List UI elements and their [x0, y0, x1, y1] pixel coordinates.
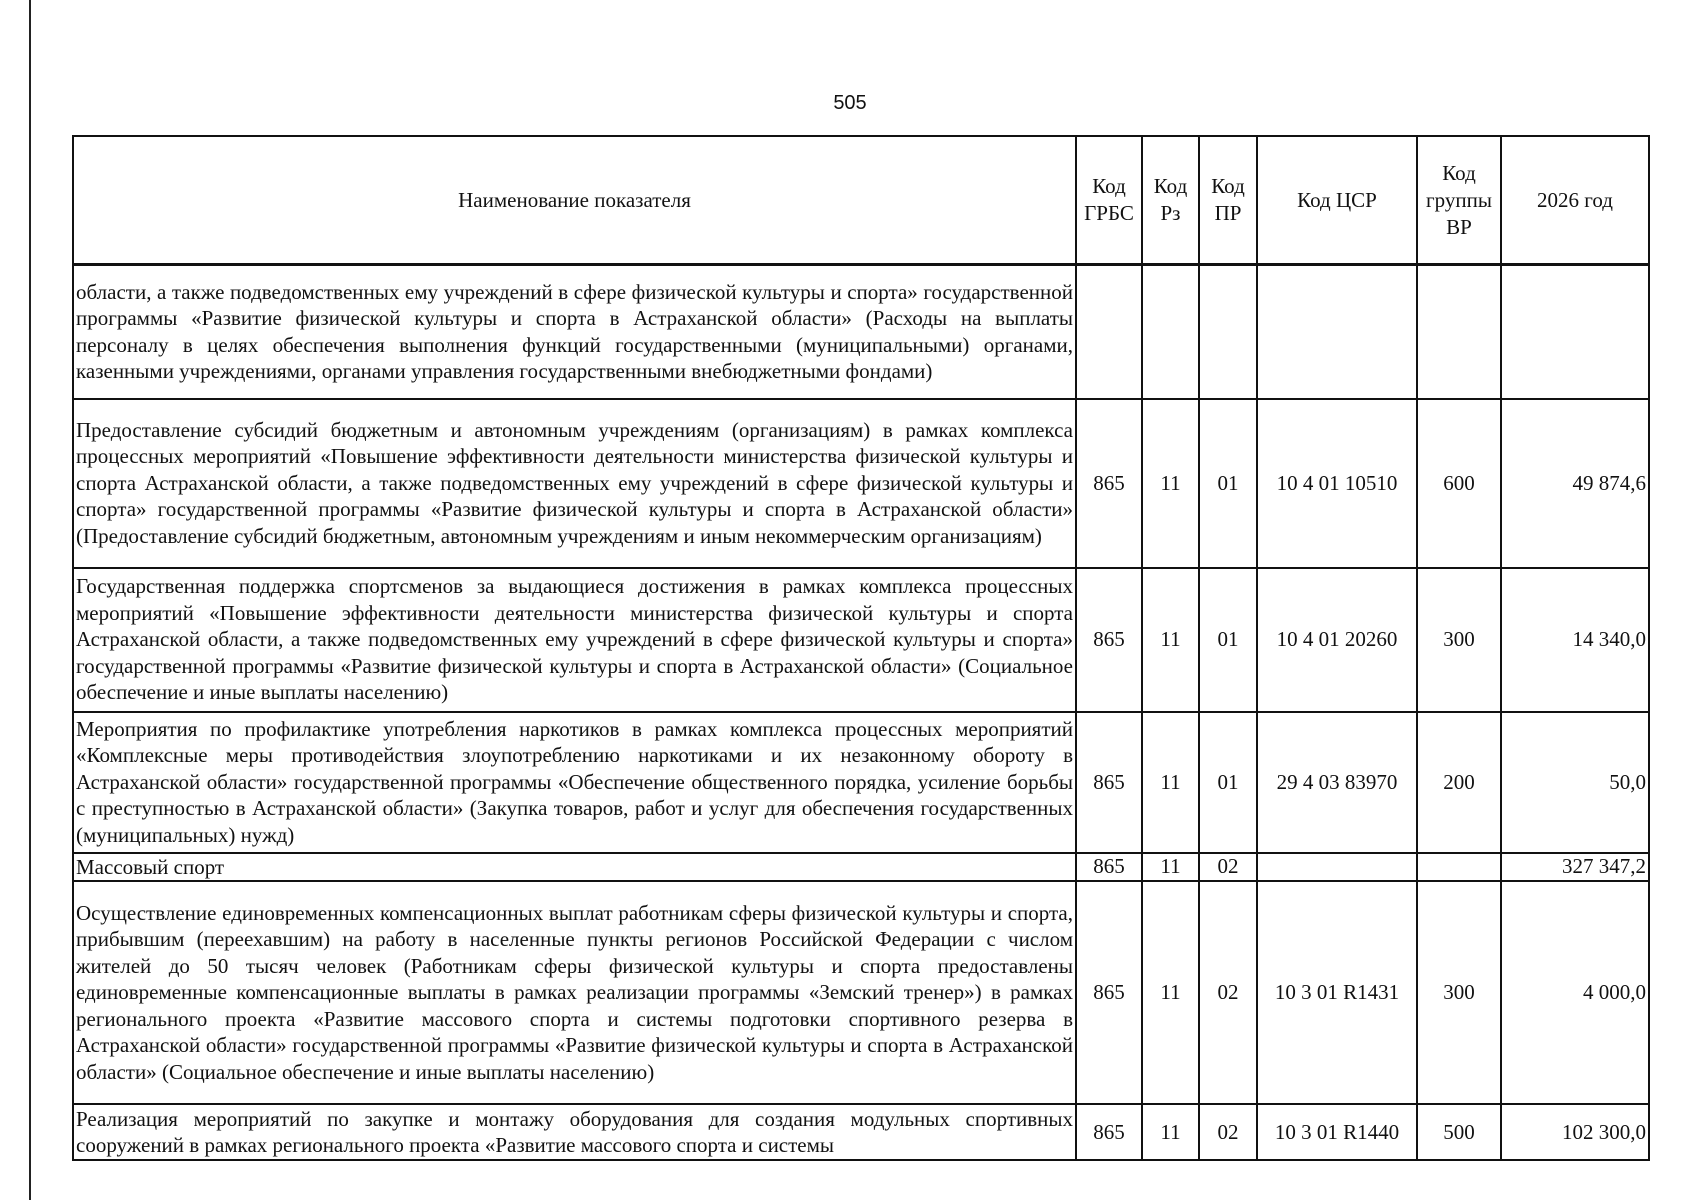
binding-margin-line: [29, 0, 31, 1200]
row-rz: 11: [1142, 712, 1199, 853]
row-csr: [1257, 853, 1417, 882]
row-vr: [1417, 853, 1501, 882]
row-pr: [1199, 265, 1257, 399]
row-amount: 50,0: [1501, 712, 1649, 853]
row-grbs: 865: [1076, 568, 1142, 712]
row-pr: 01: [1199, 712, 1257, 853]
header-name: Наименование показателя: [73, 136, 1076, 265]
row-grbs: 865: [1076, 881, 1142, 1104]
page-number: 505: [833, 92, 867, 114]
row-csr: 10 4 01 20260: [1257, 568, 1417, 712]
row-grbs: [1076, 265, 1142, 399]
row-amount: 327 347,2: [1501, 853, 1649, 882]
row-pr: 02: [1199, 853, 1257, 882]
row-name: Мероприятия по профилактике употребления наркотиков в рамках комплекса процессных мероприятий «Комплексные меры противодействия злоупотреблению наркотиками и их незаконному обороту в Астраханской области» государственной программы «Обеспечение общественного порядка, усиление борьбы с преступностью в Астраханской области» (Закупка товаров, работ и услуг для обеспечения государственных (муниципальных) нужд): [73, 712, 1076, 853]
row-rz: [1142, 265, 1199, 399]
row-csr: [1257, 265, 1417, 399]
row-vr: 200: [1417, 712, 1501, 853]
row-vr: 500: [1417, 1104, 1501, 1160]
row-amount: 49 874,6: [1501, 399, 1649, 568]
budget-table: [72, 135, 1650, 1161]
header-vr: Код группы ВР: [1417, 136, 1501, 265]
table-row: [73, 399, 1649, 568]
row-grbs: 865: [1076, 712, 1142, 853]
table-body: [73, 265, 1649, 1161]
row-rz: 11: [1142, 399, 1199, 568]
table-row: [73, 265, 1649, 399]
table-row: [73, 712, 1649, 853]
row-name: области, а также подведомственных ему учреждений в сфере физической культуры и спорта» государственной программы «Развитие физической культуры и спорта в Астраханской области» (Расходы на выплаты персоналу в целях обеспечения выполнения функций государственными (муниципальными) органами, казенными учреждениями, органами управления государственными внебюджетными фондами): [73, 265, 1076, 399]
row-name: Государственная поддержка спортсменов за выдающиеся достижения в рамках комплекса процессных мероприятий «Повышение эффективности деятельности министерства физической культуры и спорта Астраханской области, а также подведомственных ему учреждений в сфере физической культуры и спорта» государственной программы «Развитие физической культуры и спорта в Астраханской области» (Социальное обеспечение и иные выплаты населению): [73, 568, 1076, 712]
row-csr: 29 4 03 83970: [1257, 712, 1417, 853]
row-name: Реализация мероприятий по закупке и монтажу оборудования для создания модульных спортивных сооружений в рамках регионального проекта «Развитие массового спорта и системы: [73, 1104, 1076, 1160]
table-row: [73, 881, 1649, 1104]
table-row: [73, 568, 1649, 712]
row-name: Массовый спорт: [73, 853, 1076, 882]
row-csr: 10 3 01 R1440: [1257, 1104, 1417, 1160]
row-vr: 600: [1417, 399, 1501, 568]
row-vr: 300: [1417, 568, 1501, 712]
row-vr: [1417, 265, 1501, 399]
row-name: Осуществление единовременных компенсационных выплат работникам сферы физической культуры и спорта, прибывшим (переехавшим) на работу в населенные пункты регионов Российской Федерации с числом жителей до 50 тысяч человек (Работникам сферы физической культуры и спорта предоставлены единовременные компенсационные выплаты в рамках реализации программы «Земский тренер») в рамках регионального проекта «Развитие массового спорта и системы подготовки спортивного резерва в Астраханской области» государственной программы «Развитие физической культуры и спорта в Астраханской области» (Социальное обеспечение и иные выплаты населению): [73, 881, 1076, 1104]
header-grbs: Код ГРБС: [1076, 136, 1142, 265]
header-rz: Код Рз: [1142, 136, 1199, 265]
row-pr: 01: [1199, 568, 1257, 712]
row-amount: 102 300,0: [1501, 1104, 1649, 1160]
row-rz: 11: [1142, 881, 1199, 1104]
table-header: [73, 136, 1649, 265]
row-rz: 11: [1142, 853, 1199, 882]
row-pr: 02: [1199, 881, 1257, 1104]
header-csr: Код ЦСР: [1257, 136, 1417, 265]
header-year: 2026 год: [1501, 136, 1649, 265]
row-pr: 01: [1199, 399, 1257, 568]
row-csr: 10 4 01 10510: [1257, 399, 1417, 568]
row-grbs: 865: [1076, 1104, 1142, 1160]
table-row: [73, 1104, 1649, 1160]
header-pr: Код ПР: [1199, 136, 1257, 265]
row-csr: 10 3 01 R1431: [1257, 881, 1417, 1104]
row-amount: 14 340,0: [1501, 568, 1649, 712]
row-amount: [1501, 265, 1649, 399]
row-grbs: 865: [1076, 399, 1142, 568]
row-amount: 4 000,0: [1501, 881, 1649, 1104]
row-rz: 11: [1142, 1104, 1199, 1160]
row-rz: 11: [1142, 568, 1199, 712]
row-grbs: 865: [1076, 853, 1142, 882]
row-name: Предоставление субсидий бюджетным и автономным учреждениям (организациям) в рамках комплекса процессных мероприятий «Повышение эффективности деятельности министерства физической культуры и спорта Астраханской области, а также подведомственных ему учреждений в сфере физической культуры и спорта» государственной программы «Развитие физической культуры и спорта в Астраханской области» (Предоставление субсидий бюджетным, автономным учреждениям и иным некоммерческим организациям): [73, 399, 1076, 568]
table-row-section: [73, 853, 1649, 882]
row-pr: 02: [1199, 1104, 1257, 1160]
row-vr: 300: [1417, 881, 1501, 1104]
